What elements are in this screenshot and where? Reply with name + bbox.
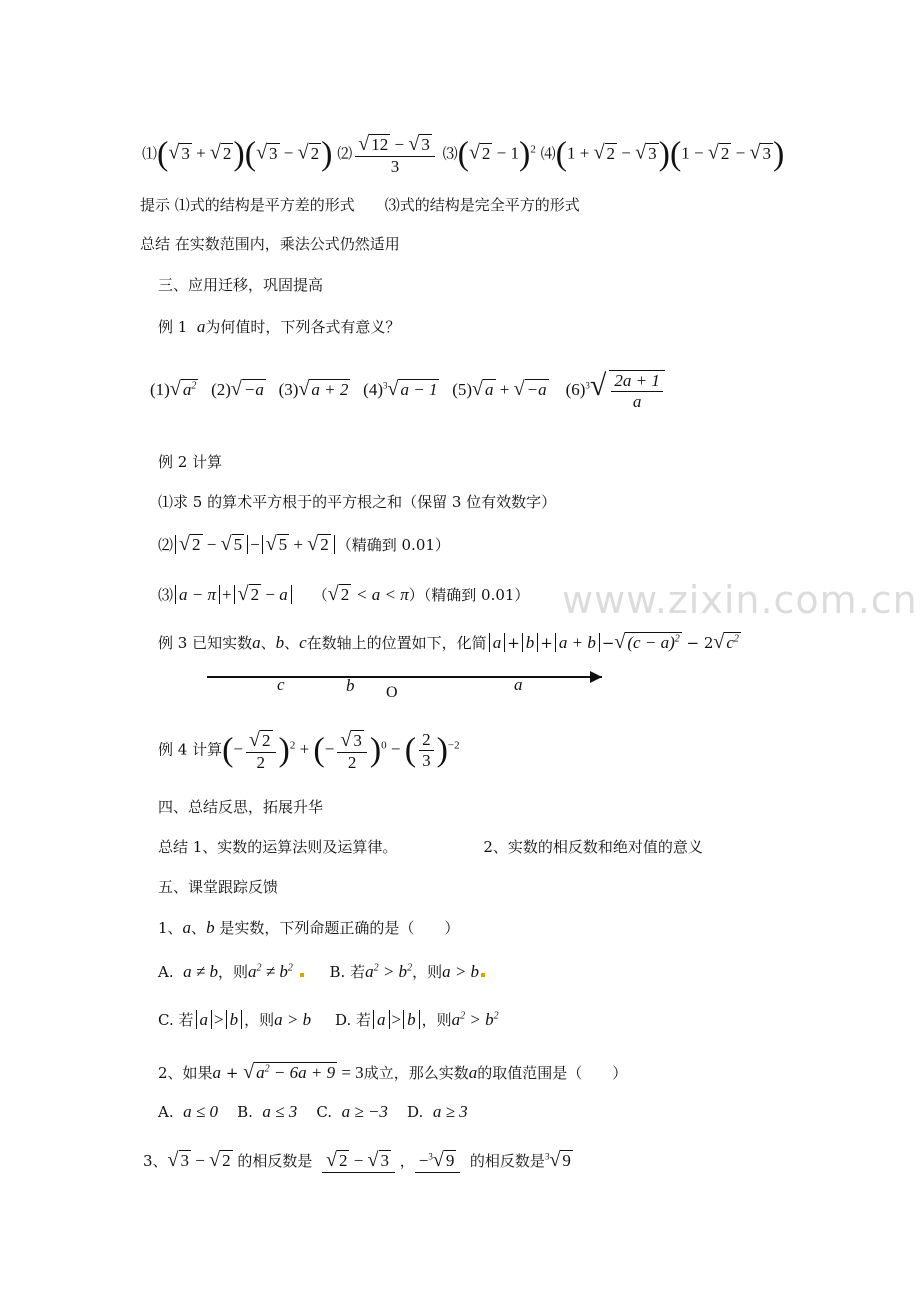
example-1-stem: 例 1 a为何值时，下列各式有意义？ <box>158 317 401 336</box>
item-3-label: ⑶ <box>442 144 458 163</box>
section-3-heading: 三、应用迁移，巩固提高 <box>158 276 324 294</box>
item-4-label: ⑷ <box>540 144 556 163</box>
example-2-part-2: ⑵ √ 2 − √ 5 − √ 5 + √ 2 （精确到 0.01） <box>158 533 450 555</box>
example-2-heading: 例 2 计算 <box>158 453 223 471</box>
example-3-stem: 例 3 已知实数a、b、c在数轴上的位置如下，化简 a + b + a + b −√ $(c - a)^2 - 2√$ $c^2$ <box>158 631 739 653</box>
item-1-label: ⑴ <box>142 144 158 163</box>
question-3: 3、√ 3 − √ 2 的相反数是 √ 2 − √ 3 ， −$^3$√ 9 的相反数是$^3$√ 9 <box>143 1149 571 1171</box>
axis-label-a: a <box>514 675 523 694</box>
hint-text: 提示 ⑴式的结构是平方差的形式 ⑶式的结构是完全平方的形式 <box>140 196 580 214</box>
number-line-arrow <box>590 671 602 683</box>
item-2-label: ⑵ <box>337 144 353 163</box>
question-1-options-ab: A. a ≠ b，则$a^2 \ne b^2$ B. 若$a^2 > b^2$，则a > b <box>158 962 487 982</box>
summary-text-1: 总结 在实数范围内，乘法公式仍然适用 <box>140 235 400 253</box>
example-2-part-1: ⑴求 5 的算术平方根于的平方根之和（保留 3 位有效数字） <box>158 493 557 511</box>
question-1-options-cd: C. 若 a > b ，则a > b D. 若 a > b ，则$a^2 > b^2$ <box>158 1010 499 1029</box>
expression-line-1: ⑴(√ 3 + √ 2)(√ 3 − √ 2) ⑵ $\frac{√ 12 - √ 3}{3}$ ⑶(√ 2 − 1)$^2$ ⑷(1 + √ 2 − √ 3)(1 − √ 2 − √ 3) <box>142 133 785 176</box>
watermark: www.zixin.com.cn <box>562 578 918 622</box>
summary-text-2: 总结 1、实数的运算法则及运算律。 2、实数的相反数和绝对值的意义 <box>158 838 703 856</box>
axis-label-b: b <box>346 676 355 695</box>
example-2-part-3: ⑶ a − π + √ 2 − a （√ 2 < a < π）（精确到 0.01） <box>158 583 530 605</box>
question-2-stem: 2、如果a + √ $a^2 - 6a + 9 = 3$成立，那么实数a的取值范围是（ ） <box>158 1061 628 1083</box>
example-1-expressions: (1)√ $a^2$ (2)√ −a (3)√ a + 2 $(4)^3√$ a − 1 (5)√ a + √ −a $(6)^3√$ $\frac{2a + 1}{a}$ <box>150 368 668 412</box>
question-2-options: A. a ≤ 0 B. a ≤ 3 C. a ≥ −3 D. a ≥ 3 <box>158 1102 468 1121</box>
example-4: 例 4 计算(− $\frac{√ 2}{2}$ )$^2$ + (− $\frac{√ 3}{2}$ )$^0$ − ( $\frac{2}{3}$ )$^{-2}$ <box>158 729 460 772</box>
axis-label-c: c <box>277 675 285 694</box>
answer-blank-1: √ 2 − √ 3 <box>322 1148 395 1173</box>
number-line <box>207 676 602 678</box>
question-1-stem: 1、a、b 是实数，下列命题正确的是（ ） <box>158 918 460 937</box>
answer-blank-2: −$^3$√ 9 <box>415 1148 461 1173</box>
section-4-heading: 四、总结反思，拓展升华 <box>158 798 324 816</box>
section-5-heading: 五、课堂跟踪反馈 <box>158 878 279 896</box>
axis-label-origin: O <box>386 684 398 701</box>
